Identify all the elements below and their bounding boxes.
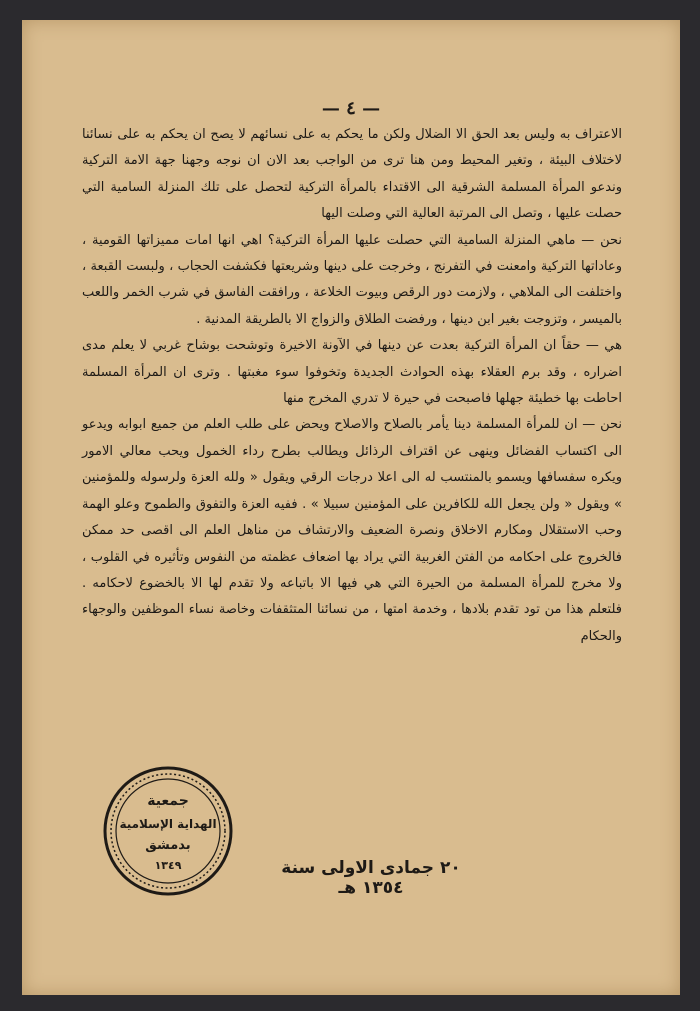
date-line: ٢٠ جمادى الاولى سنة ١٣٥٤ هـ: [281, 858, 461, 898]
seal-icon: [102, 765, 234, 897]
document-page: [22, 20, 680, 995]
paragraph: هي — حقاً ان المرأة التركية بعدت عن دينها في الآونة الاخيرة وتوشحت بوشاح غربي لا يعلم مدى اضراره ، وقد برم العقلاء بهذه الحوادث الجديدة وتخوفوا سوء مغبتها . وترى ان المرأة المسلمة احاطت بها خطيئة جهلها فاصبحت في حيرة لا تدري المخرج منها: [82, 338, 622, 407]
paragraph: نحن — ماهي المنزلة السامية التي حصلت عليها المرأة التركية؟ اهي انها امات مميزاتها القومية ، وعاداتها التركية وامعنت في التفرنج ، وخرجت على دينها وشريعتها فكشفت الحجاب ، ولبست القبعة ، واختلفت الى الملاهي ، ولازمت دور الرقص وبيوت الخلاعة ، ورافقت الفاسق في شرب الخمر واللعب بالميسر ، وتزوجت بغير ابن دينها ، ورفضت الطلاق والزواج الا بالطريقة المدنية .: [82, 232, 622, 327]
svg-text:جمعية: جمعية: [147, 793, 189, 809]
svg-text:الهداية الإسلامية: الهداية الإسلامية: [119, 817, 217, 831]
body-text: [82, 122, 622, 650]
paragraph: الاعتراف به وليس بعد الحق الا الضلال ولكن ما يحكم به على نسائهم لا يصح ان يحكم به على نسائنا لاختلاف البيئة ، وتغير المحيط ومن هنا ترى من الواجب بعد الان ان نوجه وجهنا جهة الامة التركية وندعو المرأة المسلمة الشرقية الى الاقتداء بالمرأة التركية لتحصل على تلك المنزلة السامية التي حصلت عليها ، وتصل الى المرتبة العالية التي وصلت اليها: [82, 127, 622, 222]
page-number: — ٤ —: [321, 98, 381, 119]
svg-text:بدمشق: بدمشق: [145, 838, 191, 853]
svg-text:١٣٤٩: ١٣٤٩: [154, 859, 182, 872]
society-seal-stamp: [102, 765, 234, 897]
paragraph: نحن — ان للمرأة المسلمة دينا يأمر بالصلاح والاصلاح ويحض على طلب العلم من جميع ابوابه ويدعو الى اكتساب الفضائل وينهى عن اقتراف الرذائل ويطالب بطرح رداء الخمول ويحب معالي الامور ويكره سفسافها ويسمو بالمنتسب له الى اعلا درجات الرقي ويقول « ولله العزة ولرسوله وللمؤمنين » ويقول « ولن يجعل الله للكافرين على المؤمنين سبيلا » . ففيه العزة والتفوق والطموح وعلو الهمة وحب الاستقلال ومكارم الاخلاق ونصرة الضعيف والارتشاف من مناهل العلم الى اقصى حد ممكن فالخروج على احكامه من الفتن الغربية التي يراد بها اضعاف عظمته من النفوس وتأثيره في القلوب ، ولا مخرج للمرأة المسلمة من الحيرة التي هي فيها الا باتباعه ولا تقدم لها الا بالخضوع لاحكامه . فلتعلم هذا من تود تقدم بلادها ، وخدمة امتها ، من نسائنا المتثقفات وخاصة نساء الموظفين والوجهاء والحكام: [82, 417, 622, 644]
